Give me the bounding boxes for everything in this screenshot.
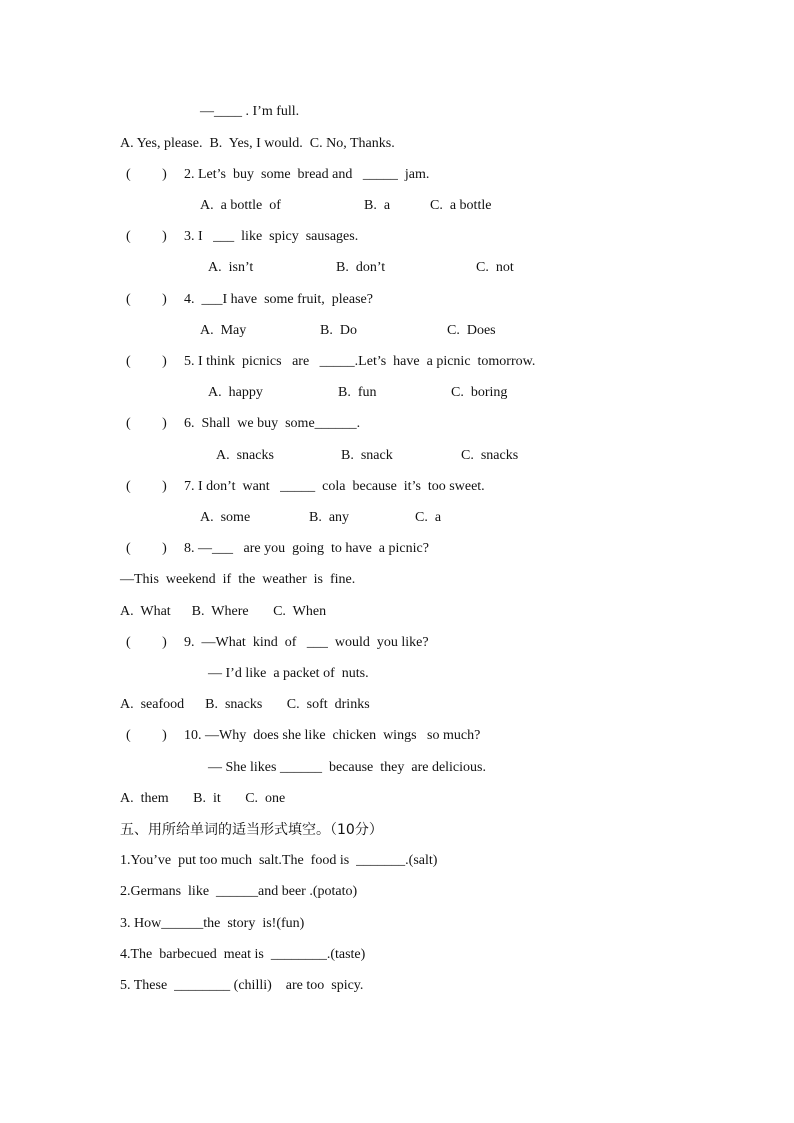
q6-option-c: C. snacks	[461, 448, 519, 463]
section5-item-2: 2.Germans like ______and beer .(potato)	[120, 884, 358, 899]
q2-option-b: B. a	[364, 198, 391, 213]
q1-options: A. Yes, please. B. Yes, I would. C. No, Thanks.	[120, 136, 395, 151]
q3-answer-paren[interactable]: ( )	[126, 229, 167, 244]
q10-stem: 10. —Why does she like chicken wings so much?	[184, 728, 481, 743]
q3-stem: 3. I ___ like spicy sausages.	[184, 229, 359, 244]
q9-options: A. seafood B. snacks C. soft drinks	[120, 697, 370, 712]
q7-answer-paren[interactable]: ( )	[126, 479, 167, 494]
q6-option-a: A. snacks	[216, 448, 274, 463]
q7-stem: 7. I don’t want _____ cola because it’s too sweet.	[184, 479, 485, 494]
q2-stem: 2. Let’s buy some bread and _____ jam.	[184, 167, 430, 182]
q8-answer-paren[interactable]: ( )	[126, 541, 167, 556]
q10-answer-paren[interactable]: ( )	[126, 728, 167, 743]
q1-dialogue: —____ . I’m full.	[200, 104, 300, 119]
q3-option-c: C. not	[476, 260, 514, 275]
q2-option-a: A. a bottle of	[200, 198, 281, 213]
section5-heading: 五、用所给单词的适当形式填空。（10分）	[120, 822, 383, 838]
q6-option-b: B. snack	[341, 448, 393, 463]
q4-option-b: B. Do	[320, 323, 357, 338]
q5-option-b: B. fun	[338, 385, 377, 400]
q8-reply: —This weekend if the weather is fine.	[120, 572, 356, 587]
q8-options: A. What B. Where C. When	[120, 604, 327, 619]
q10-reply: — She likes ______ because they are delicious.	[208, 760, 486, 775]
q5-option-c: C. boring	[451, 385, 508, 400]
q4-stem: 4. ___I have some fruit, please?	[184, 292, 373, 307]
q9-answer-paren[interactable]: ( )	[126, 635, 167, 650]
section5-item-5: 5. These ________ (chilli) are too spicy.	[120, 978, 364, 993]
section5-item-4: 4.The barbecued meat is ________.(taste)	[120, 947, 366, 962]
q5-option-a: A. happy	[208, 385, 263, 400]
section5-item-1: 1.You’ve put too much salt.The food is _______.(salt)	[120, 853, 438, 868]
q4-option-c: C. Does	[447, 323, 496, 338]
q4-option-a: A. May	[200, 323, 247, 338]
q7-option-a: A. some	[200, 510, 251, 525]
q2-answer-paren[interactable]: ( )	[126, 167, 167, 182]
q9-stem: 9. —What kind of ___ would you like?	[184, 635, 429, 650]
q3-option-b: B. don’t	[336, 260, 386, 275]
q10-options: A. them B. it C. one	[120, 791, 286, 806]
q5-answer-paren[interactable]: ( )	[126, 354, 167, 369]
q8-stem: 8. —___ are you going to have a picnic?	[184, 541, 429, 556]
q9-reply: — I’d like a packet of nuts.	[208, 666, 369, 681]
q5-stem: 5. I think picnics are _____.Let’s have a picnic tomorrow.	[184, 354, 536, 369]
q4-answer-paren[interactable]: ( )	[126, 292, 167, 307]
q7-option-c: C. a	[415, 510, 442, 525]
q2-option-c: C. a bottle	[430, 198, 492, 213]
q6-stem: 6. Shall we buy some______.	[184, 416, 361, 431]
q3-option-a: A. isn’t	[208, 260, 254, 275]
section5-item-3: 3. How______the story is!(fun)	[120, 916, 305, 931]
q6-answer-paren[interactable]: ( )	[126, 416, 167, 431]
q7-option-b: B. any	[309, 510, 350, 525]
